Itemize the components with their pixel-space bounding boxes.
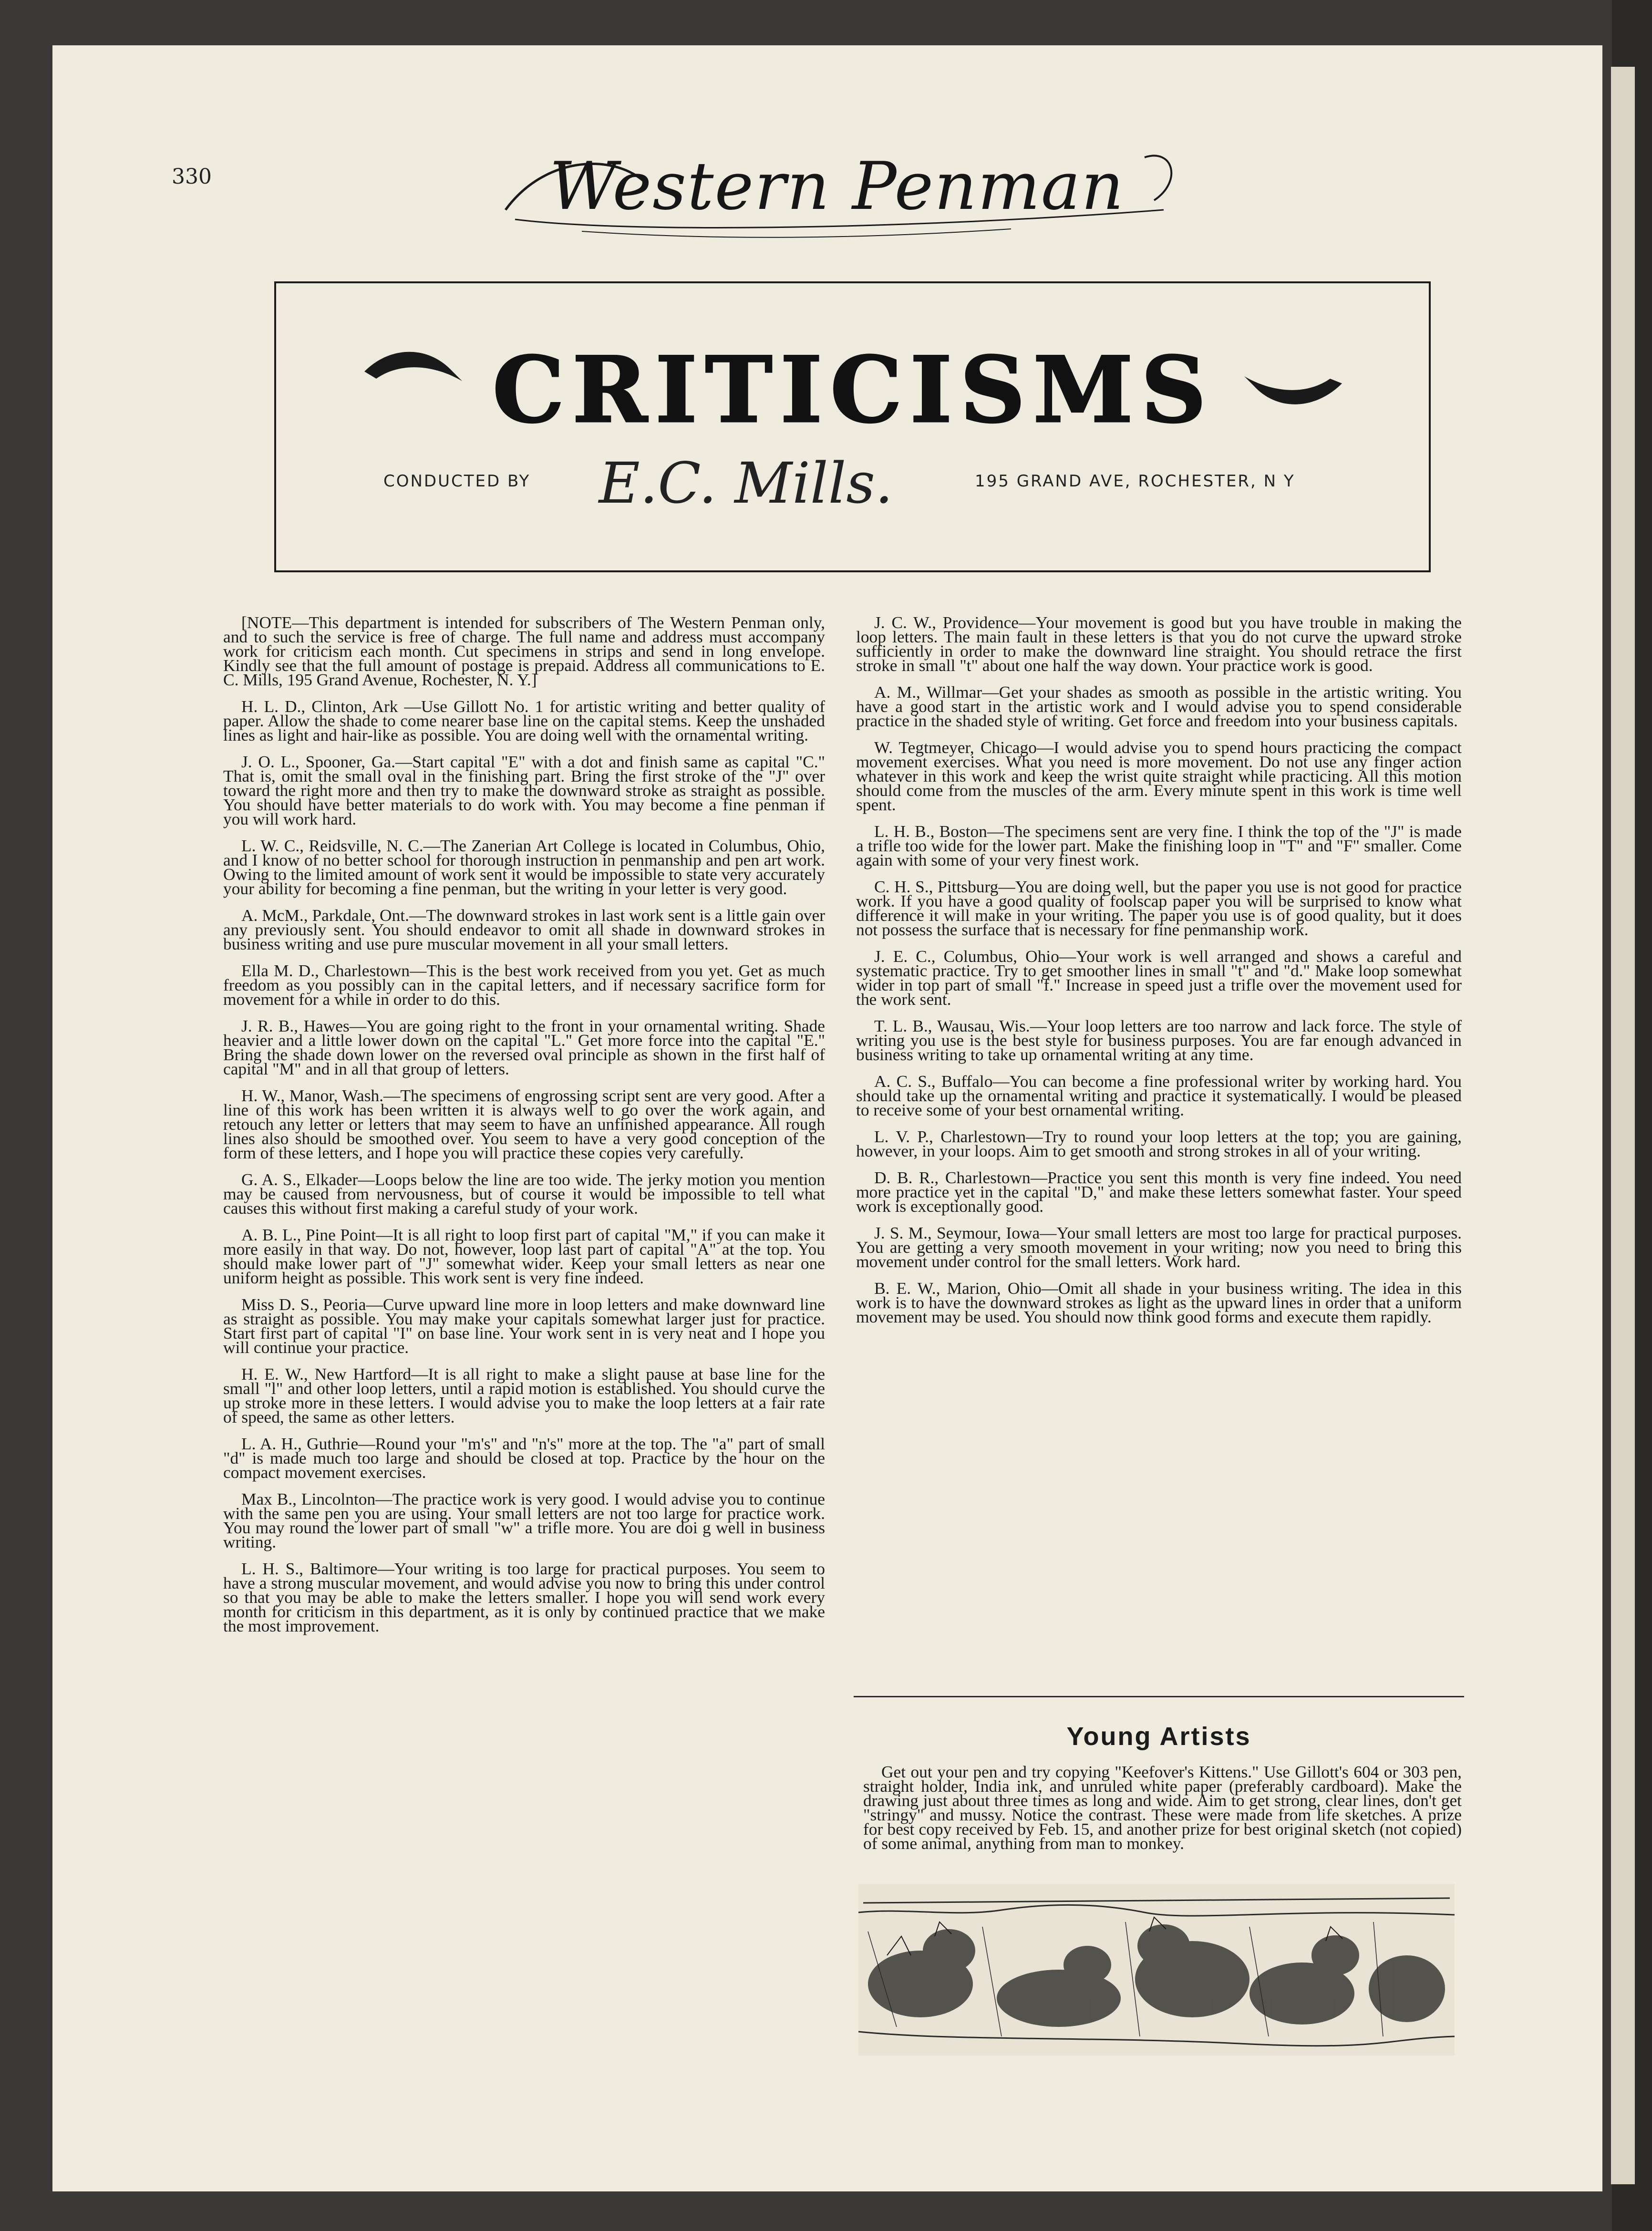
criticism-entry: A. B. L., Pine Point—It is all right to loop first part of capital "M," if you can make it more easily in that way. Do not, however, loop last part of capital "A" at the top. You should make lower part of "J" somewhat wider. Keep your small letters as near one uniform height as possible. This work sent is very fine indeed. [223, 1225, 825, 1287]
criticism-entry: T. L. B., Wausau, Wis.—Your loop letters are too narrow and lack force. The style of writing you use is the best style for business purposes. You are far enough advanced in business writing to take up ornamental writing at any time. [856, 1016, 1462, 1064]
masthead-title: Western Penman [549, 148, 1125, 225]
criticism-entry: L. H. B., Boston—The specimens sent are very fine. I think the top of the "J" is made a trifle too wide for the lower part. Make the finishing loop in "T" and "F" smaller. Come again with some of your very finest work. [856, 822, 1462, 869]
criticism-entry: J. S. M., Seymour, Iowa—Your small letters are most too large for practical purposes. You are getting a very smooth movement in your writing; now you need to bring this movement under control for the small letters. Work hard. [856, 1223, 1462, 1271]
criticism-entry: J. R. B., Hawes—You are going right to the front in your ornamental writing. Shade heavier and a little lower down on the capital "L." Get more force into the capital "E." Bring the shade down lower on the reversed oval principle as shown in the first half of capital "M" and in all that group of letters. [223, 1016, 825, 1078]
criticism-entry: A. McM., Parkdale, Ont.—The downward strokes in last work sent is a little gain over any previously sent. You should endeavor to omit all shade in downward strokes in business writing and use pure muscular movement in all your small letters. [223, 906, 825, 953]
young-artists-heading: Young Artists [1066, 1722, 1251, 1751]
young-artists-text [863, 1762, 1462, 1853]
criticism-entry: H. L. D., Clinton, Ark —Use Gillott No. 1 for artistic writing and better quality of paper. Allow the shade to come nearer base line on the capital stems. Keep the unshaded lines as light and hair-like as possible. You are doing well with the ornamental writing. [223, 697, 825, 744]
conducted-by-label: CONDUCTED BY [383, 472, 531, 491]
criticism-entry: A. M., Willmar—Get your shades as smooth as possible in the artistic writing. You have a good start in the artistic work and I would advise you to spend considerable practice in the shaded style of writing. Get force and freedom into your business capitals. [856, 682, 1462, 730]
criticism-entry: Ella M. D., Charlestown—This is the best work received from you yet. Get as much freedom as you possibly can in the capital letters, and if necessary sacrifice form for movement for a while in order to do this. [223, 961, 825, 1009]
next-page-edge [1611, 67, 1635, 2184]
criticism-entry: H. E. W., New Hartford—It is all right to make a slight pause at base line for the small "l" and other loop letters, until a rapid motion is established. You should curve the up stroke more in these letters. I would advise you to make the loop letters at a fair rate of speed, the same as other letters. [223, 1364, 825, 1426]
criticism-entry: W. Tegtmeyer, Chicago—I would advise you to spend hours practicing the compact movement exercises. What you need is more movement. Do not use any finger action whatever in this work and keep the wrist quite straight while practicing. All this motion should come from the muscles of the arm. Every minute spent in this work is time well spent. [856, 738, 1462, 814]
criticism-entry: J. E. C., Columbus, Ohio—Your work is well arranged and shows a careful and systematic practice. Try to get smoother lines in small "t" and "d." Make loop somewhat wider in top part of small "f." Increase in speed just a trifle over the movement used for the work sent. [856, 947, 1462, 1009]
criticism-entry: L. V. P., Charlestown—Try to round your loop letters at the top; you are gaining, however, in your loops. Aim to get smooth and strong strokes in all of your writing. [856, 1127, 1462, 1160]
criticism-entry: L. A. H., Guthrie—Round your "m's" and "n's" more at the top. The "a" part of small "d" is made much too large and should be closed at top. Practice by the hour on the compact movement exercises. [223, 1434, 825, 1482]
page-number: 330 [172, 165, 212, 189]
kittens-sketch [858, 1884, 1455, 2055]
editor-note: [NOTE—This department is intended for subscribers of The Western Penman only, and to such the service is free of charge. The full name and address must accompany work for criticism each month. Cut specimens in strips and send in long envelope. Kindly see that the full amount of postage is prepaid. Address all communications to E. C. Mills, 195 Grand Avenue, Rochester, N. Y.] [223, 613, 825, 689]
criticism-entry: H. W., Manor, Wash.—The specimens of engrossing script sent are very good. After a line of this work has been written it is always well to go over the work again, and retouch any letter or letters that may seem to have an unfinished appearance. All rough lines also should be smoothed over. You seem to have a very good conception of the form of these letters, and I hope you will practice these copies very carefully. [223, 1086, 825, 1162]
criticism-entry: Miss D. S., Peoria—Curve upward line more in loop letters and make downward line as straight as possible. You may make your capitals somewhat larger just for practice. Start first part of capital "I" on base line. Your work sent in is very neat and I hope you will continue your practice. [223, 1295, 825, 1357]
section-divider [854, 1696, 1464, 1697]
criticism-entry: C. H. S., Pittsburg—You are doing well, but the paper you use is not good for practice work. If you have a good quality of foolscap paper you will be surprised to know what difference it will make in your writing. The paper you use is of good quality, but it does not possess the surface that is necessary for fine penmanship work. [856, 877, 1462, 939]
criticism-entry: D. B. R., Charlestown—Practice you sent this month is very fine indeed. You need more practice yet in the capital "D," and make these letters somewhat faster. Your speed work is exceptionally good. [856, 1168, 1462, 1216]
section-title: CRITICISMS [492, 337, 1214, 443]
criticism-entry: B. E. W., Marion, Ohio—Omit all shade in your business writing. The idea in this work is to have the downward strokes as light as the upward lines in order that a uniform movement may be used. You should now think good forms and execute them rapidly. [856, 1279, 1462, 1326]
criticisms-header-box [274, 281, 1431, 572]
criticism-entry: G. A. S., Elkader—Loops below the line are too wide. The jerky motion you mention may be caused from nervousness, but of course it would be impossible to tell what causes this without first making a careful study of your work. [223, 1170, 825, 1218]
right-column [856, 615, 1462, 1336]
editor-address: 195 GRAND AVE, ROCHESTER, N Y [975, 472, 1295, 491]
criticism-entry: Max B., Lincolnton—The practice work is very good. I would advise you to continue with the same pen you are using. Your small letters are not too large for practice work. You may round the lower part of small "w" a trifle more. You are doi g well in business writing. [223, 1489, 825, 1551]
criticism-entry: L. W. C., Reidsville, N. C.—The Zanerian Art College is located in Columbus, Ohio, and I know of no better school for thorough instruction in penmanship and pen art work. Owing to the limited amount of work sent it would be impossible to state very accurately your ability for becoming a fine penman, but the writing in your letter is very good. [223, 836, 825, 898]
criticism-entry: J. C. W., Providence—Your movement is good but you have trouble in making the loop letters. The main fault in these letters is that you do not curve the upward stroke sufficiently in order to make the downward line straight. You should retrace the first stroke in small "t" about one half the way down. Your practice work is good. [856, 613, 1462, 675]
editor-signature: E.C. Mills. [599, 450, 893, 516]
criticism-entry: A. C. S., Buffalo—You can become a fine professional writer by working hard. You should take up the ornamental writing and practice it systematically. I would be pleased to receive some of your best ornamental writing. [856, 1072, 1462, 1119]
masthead [486, 138, 1187, 243]
criticism-entry: J. O. L., Spooner, Ga.—Start capital "E" with a dot and finish same as capital "C." That is, omit the small oval in the finishing part. Bring the first stroke of the "J" over toward the right more and then try to make the downward stroke as straight as possible. You should have better materials to do work with. You may become a fine penman if you will work hard. [223, 752, 825, 828]
left-column [223, 615, 825, 1645]
young-artists-paragraph: Get out your pen and try copying "Keefover's Kittens." Use Gillott's 604 or 303 pen, straight holder, India ink, and unruled white paper (preferably cardboard). Make the drawing just about three times as long and wide. Aim to get strong, clear lines, don't get "stringy" and mussy. Notice the contrast. These were made from life sketches. A prize for best copy received by Feb. 15, and another prize for best original sketch (not copied) of some animal, anything from man to monkey. [863, 1762, 1462, 1853]
title-banner [362, 326, 1344, 445]
criticism-entry: L. H. S., Baltimore—Your writing is too large for practical purposes. You seem to have a strong muscular movement, and would advise you now to bring this under control so that you may be able to make the letters smaller. I hope you will send work every month for criticism in this department, as it is only by continued practice that we make the most improvement. [223, 1559, 825, 1635]
